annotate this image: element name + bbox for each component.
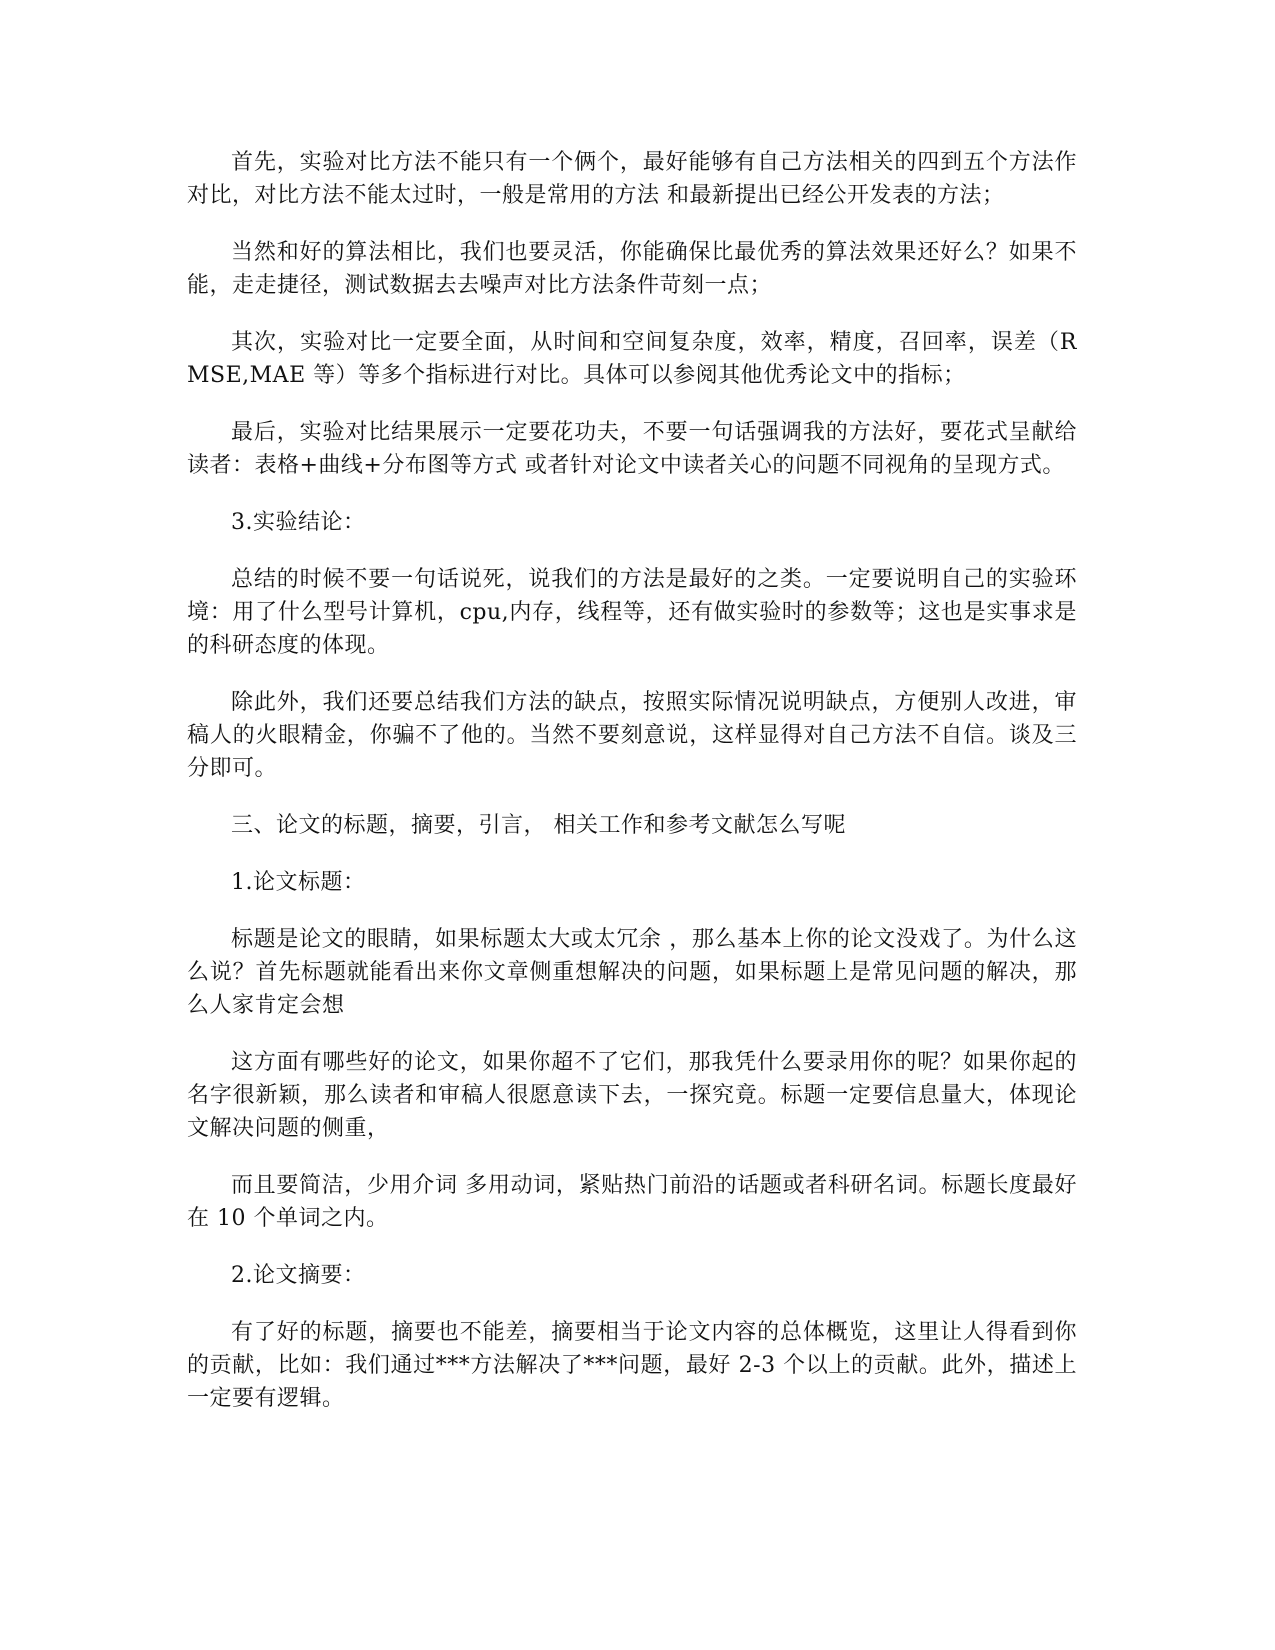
paragraph-title-concise: 而且要简洁，少用介词 多用动词，紧贴热门前沿的话题或者科研名词。标题长度最好在 10 个单词之内。	[187, 1173, 1077, 1231]
paragraph-abstract-content: 有了好的标题，摘要也不能差，摘要相当于论文内容的总体概览，这里让人得看到你的贡献，比如：我们通过***方法解决了***问题，最好 2-3 个以上的贡献。此外，描述上一定要有逻辑。	[187, 1320, 1077, 1411]
paragraph-result-presentation: 最后，实验对比结果展示一定要花功夫，不要一句话强调我的方法好，要花式呈献给读者：表格+曲线+分布图等方式 或者针对论文中读者关心的问题不同视角的呈现方式。	[187, 420, 1077, 478]
paragraph-flexibility: 当然和好的算法相比，我们也要灵活，你能确保比最优秀的算法效果还好么？如果不能，走走捷径，测试数据去去噪声对比方法条件苛刻一点；	[187, 240, 1077, 298]
heading-paper-title: 1.论文标题：	[231, 870, 366, 895]
document-body	[187, 146, 1077, 1439]
heading-section-three: 三、论文的标题，摘要，引言， 相关工作和参考文献怎么写呢	[231, 813, 846, 838]
paragraph-title-importance: 标题是论文的眼睛，如果标题太大或太冗余 ，那么基本上你的论文没戏了。为什么这么说？首先标题就能看出来你文章侧重想解决的问题，如果标题上是常见问题的解决，那么人家肯定会想	[187, 927, 1077, 1018]
paragraph-method-shortcomings: 除此外，我们还要总结我们方法的缺点，按照实际情况说明缺点，方便别人改进，审稿人的火眼精金，你骗不了他的。当然不要刻意说，这样显得对自己方法不自信。谈及三分即可。	[187, 690, 1077, 781]
paragraph-comparison-methods: 首先，实验对比方法不能只有一个俩个，最好能够有自己方法相关的四到五个方法作对比，对比方法不能太过时，一般是常用的方法 和最新提出已经公开发表的方法；	[187, 150, 1077, 208]
paragraph-title-novelty: 这方面有哪些好的论文，如果你超不了它们，那我凭什么要录用你的呢？如果你起的名字很新颖，那么读者和审稿人很愿意读下去，一探究竟。标题一定要信息量大，体现论文解决问题的侧重，	[187, 1050, 1077, 1141]
heading-paper-abstract: 2.论文摘要：	[231, 1263, 366, 1288]
paragraph-conclusion-environment: 总结的时候不要一句话说死，说我们的方法是最好的之类。一定要说明自己的实验环境：用了什么型号计算机，cpu,内存，线程等，还有做实验时的参数等；这也是实事求是的科研态度的体现。	[187, 567, 1077, 658]
heading-experiment-conclusion: 3.实验结论：	[231, 510, 366, 535]
paragraph-comprehensive-metrics: 其次，实验对比一定要全面，从时间和空间复杂度，效率，精度，召回率，误差（RMSE,MAE 等）等多个指标进行对比。具体可以参阅其他优秀论文中的指标；	[187, 330, 1077, 388]
